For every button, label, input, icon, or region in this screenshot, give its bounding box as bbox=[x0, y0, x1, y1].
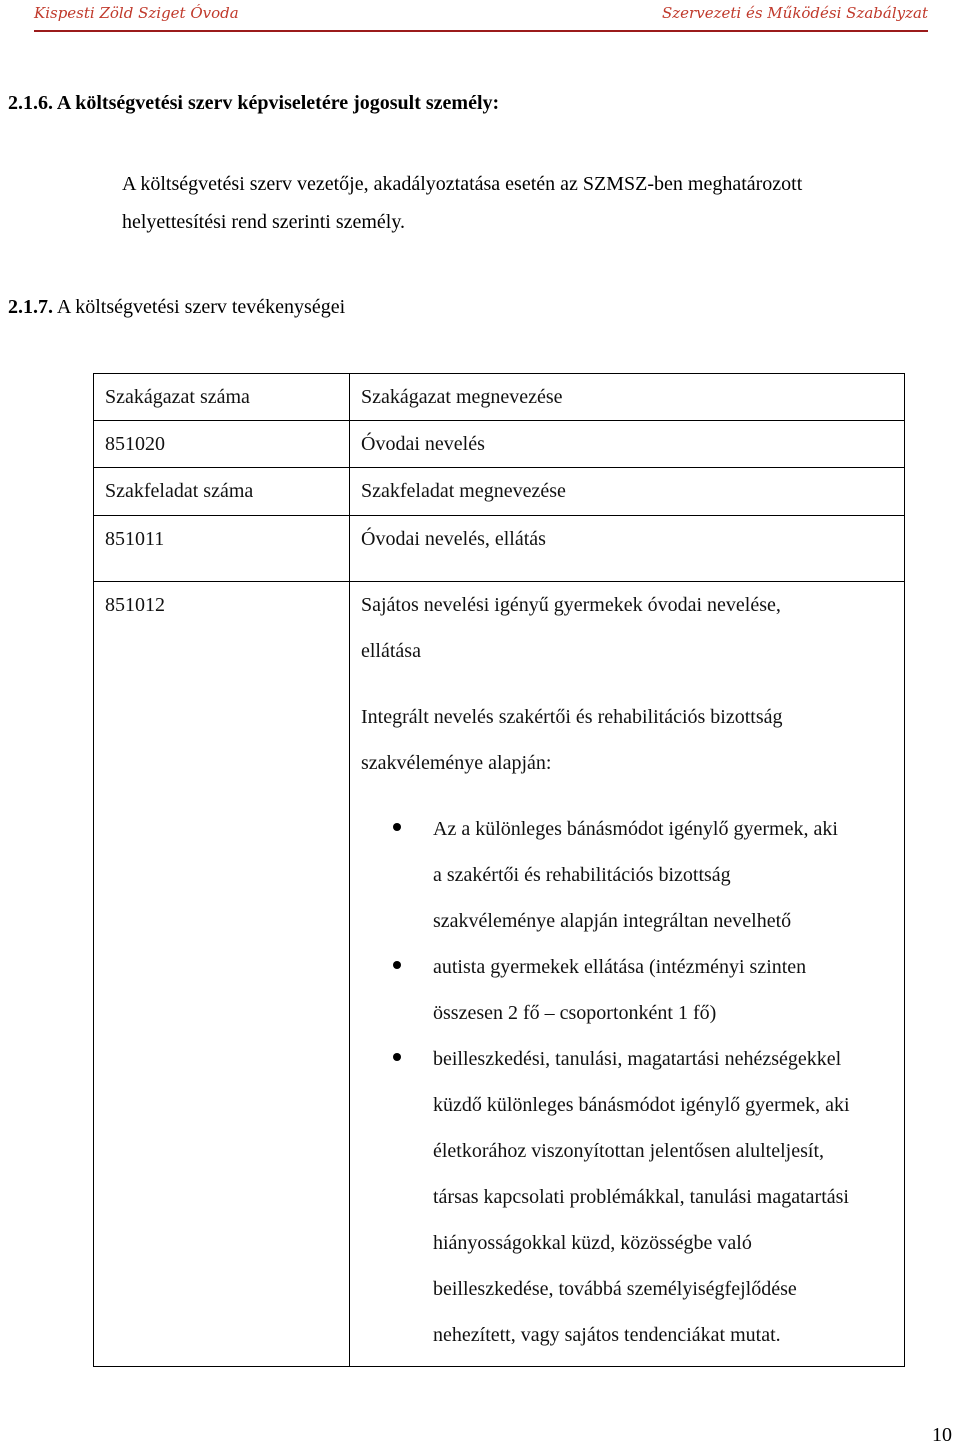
header-divider bbox=[34, 30, 928, 32]
list-item: autista gyermekek ellátása (intézményi szinten összesen 2 fő – csoportonként 1 fő) bbox=[361, 944, 893, 1036]
header-document-title: Szervezeti és Működési Szabályzat bbox=[662, 4, 928, 22]
list-item: beilleszkedési, tanulási, magatartási nehézségekkel küzdő különleges bánásmódot igénylő gyermek, aki életkorához viszonyítottan jelentősen alulteljesít, társas kapcsolati problémákkal, tanulási magatartási hiányosságokkal küzd, közösségbe való beilleszkedése, továbbá személyiségfejlődése nehezített, vagy sajátos tendenciákat mutat. bbox=[361, 1036, 893, 1358]
paragraph-line: helyettesítési rend szerinti személy. bbox=[122, 211, 406, 233]
table-cell: Szakfeladat száma bbox=[94, 468, 350, 516]
table-cell: Sajátos nevelési igényű gyermekek óvodai nevelése, ellátása Integrált nevelés szakértői és rehabilitációs bizottság szakvéleménye alapján: Az a különleges bánásmódot igénylő gyermek, aki a szakértői és rehabilitációs bizottság szakvéleménye alapján integráltan nevelhető autista gyermekek ellátása (intézményi szinten összesen 2 fő – csoportonként 1 fő) beilleszkedési, tanulási, magatartási nehézségekkel küzdő különleges bánásmódot igénylő gyermek, aki életkorához viszonyítottan jelentősen alulteljesít, társas kapcsolati problémákkal, tanulási magatartási hiányosságokkal küzd, közösségbe való beilleszkedése, továbbá személyiségfejlődése nehezített, vagy sajátos tendenciákat mutat. bbox=[350, 582, 905, 1367]
section-216-paragraph bbox=[122, 165, 952, 241]
bullet-icon bbox=[393, 961, 401, 969]
table-cell: Szakágazat megnevezése bbox=[350, 374, 905, 421]
table-cell: Óvodai nevelés, ellátás bbox=[350, 516, 905, 582]
section-heading-216-text: 2.1.6. A költségvetési szerv képviseletére jogosult személy: bbox=[8, 92, 500, 114]
table-cell: Szakágazat száma bbox=[94, 374, 350, 421]
list-item: Az a különleges bánásmódot igénylő gyermek, aki a szakértői és rehabilitációs bizottság szakvéleménye alapján integráltan nevelhető bbox=[361, 806, 893, 944]
section-heading-217-number: 2.1.7. bbox=[8, 296, 53, 318]
section-heading-216 bbox=[8, 92, 499, 115]
paragraph-line: A költségvetési szerv vezetője, akadályoztatása esetén az SZMSZ-ben meghatározott bbox=[122, 173, 803, 195]
table-cell: Óvodai nevelés bbox=[350, 421, 905, 468]
integration-bullet-list bbox=[361, 806, 893, 1358]
bullet-icon bbox=[393, 823, 401, 831]
table-cell: 851011 bbox=[94, 516, 350, 582]
section-heading-217 bbox=[8, 296, 345, 319]
table-cell: 851020 bbox=[94, 421, 350, 468]
page-header bbox=[34, 4, 928, 28]
header-institution-name: Kispesti Zöld Sziget Óvoda bbox=[34, 4, 239, 22]
table-cell: Szakfeladat megnevezése bbox=[350, 468, 905, 516]
table-cell: 851012 bbox=[94, 582, 350, 1367]
section-heading-217-text: A költségvetési szerv tevékenységei bbox=[56, 296, 346, 318]
bullet-icon bbox=[393, 1053, 401, 1061]
activities-table bbox=[93, 373, 905, 1367]
page-number: 10 bbox=[932, 1424, 952, 1446]
